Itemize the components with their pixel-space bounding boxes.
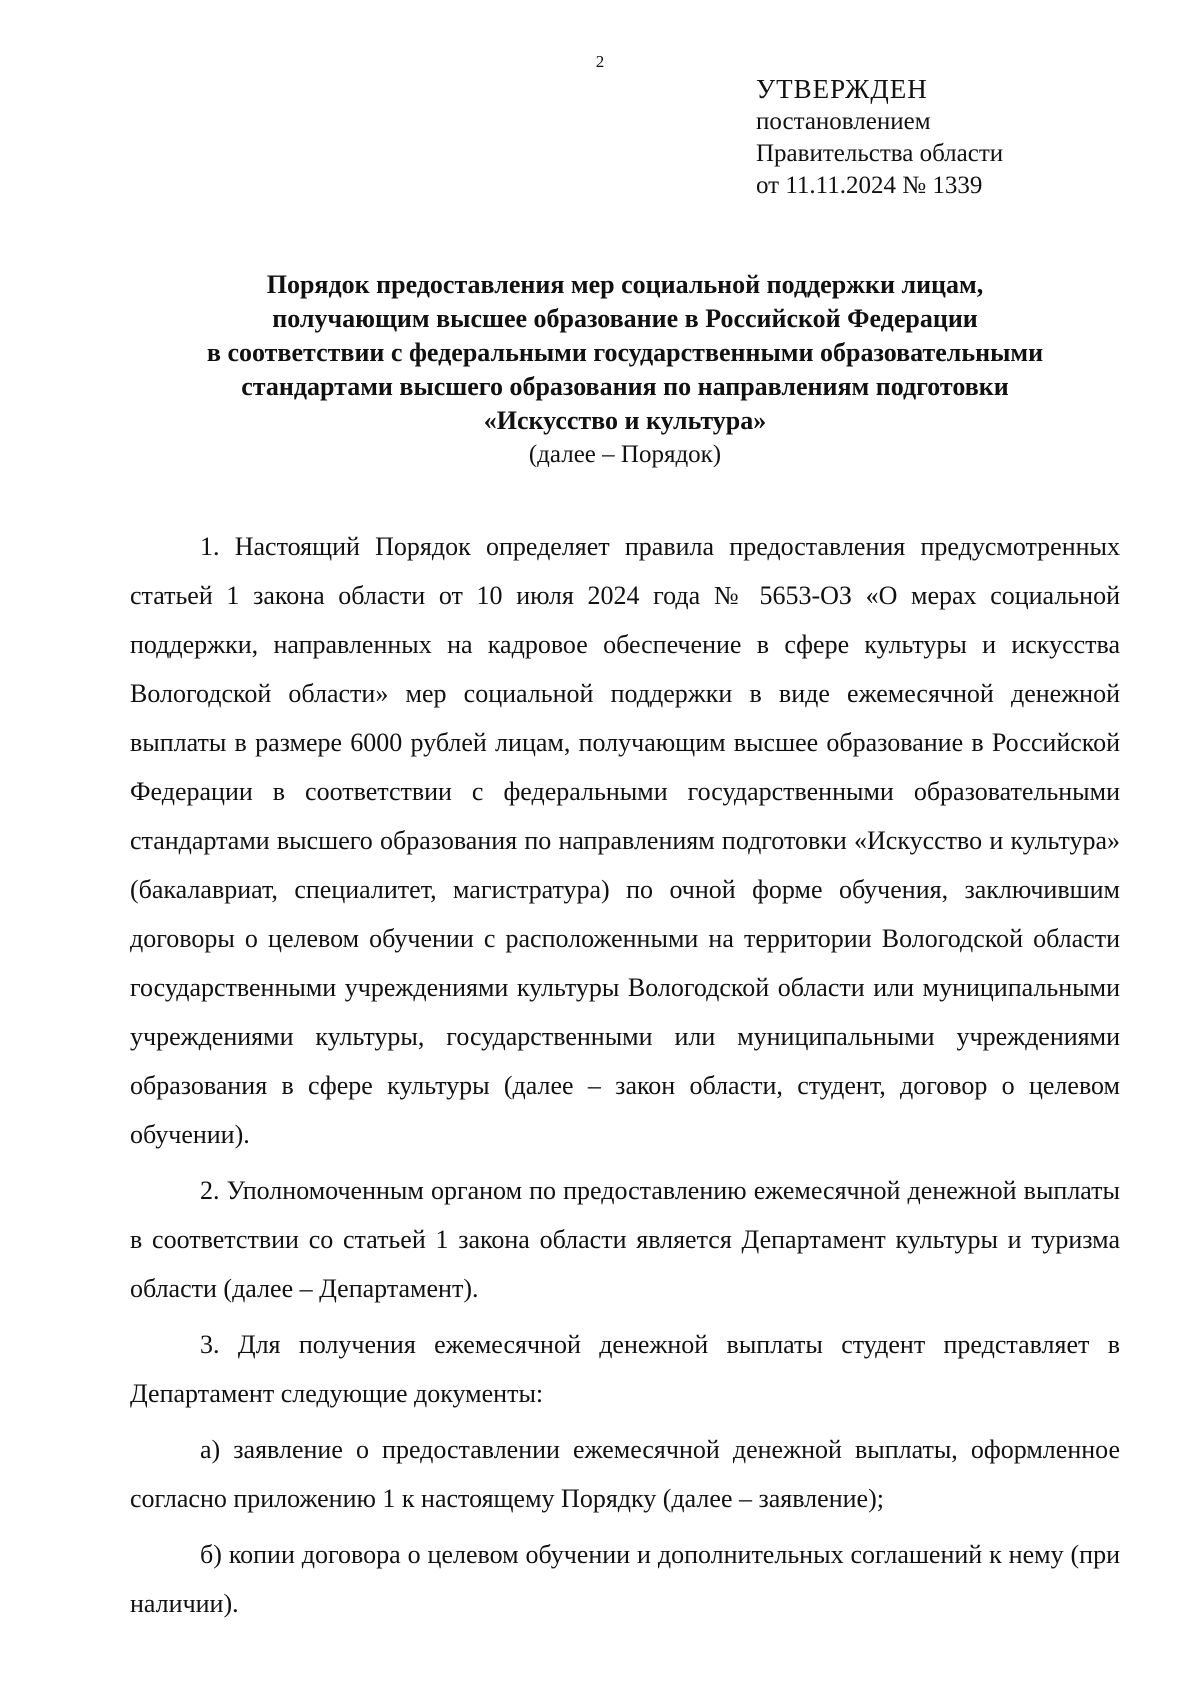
approval-line: Правительства области bbox=[756, 140, 1004, 167]
page-number: 2 bbox=[595, 52, 605, 71]
title-line: «Искусство и культура» bbox=[483, 406, 767, 435]
approval-block bbox=[756, 72, 1116, 202]
paragraph-3b: б) копии договора о целевом обучении и дополнительных соглашений к нему (при наличии). bbox=[130, 1540, 1120, 1618]
title-line: в соответствии с федеральными государственными образовательными bbox=[206, 338, 1044, 367]
title-line: стандартами высшего образования по направлениям подготовки bbox=[241, 372, 1009, 401]
title-subtitle: (далее – Порядок) bbox=[528, 441, 722, 468]
approval-line: постановлением bbox=[756, 108, 931, 135]
document-body bbox=[130, 522, 1120, 1631]
paragraph-1: 1. Настоящий Порядок определяет правила предоставления предусмотренных статьей 1 закона области от 10 июля 2024 года № 5653-ОЗ «О мерах социальной поддержки, направленных на кадровое обеспечение в сфере культуры и искусства Вологодской области» мер социальной поддержки в виде ежемесячной денежной выплаты в размере 6000 рублей лицам, получающим высшее образование в Российской Федерации в соответствии с федеральными государственными образовательными стандартами высшего образования по направлениям подготовки «Искусство и культура» (бакалавриат, специалитет, магистратура) по очной форме обучения, заключившим договоры о целевом обучении с расположенными на территории Вологодской области государственными учреждениями культуры Вологодской области или муниципальными учреждениями культуры, государственными или муниципальными учреждениями образования в сфере культуры (далее – закон области, студент, договор о целевом обучении). bbox=[130, 532, 1120, 1149]
approval-title: УТВЕРЖДЕН bbox=[756, 74, 928, 104]
document-title bbox=[130, 268, 1120, 472]
paragraph-3: 3. Для получения ежемесячной денежной выплаты студент представляет в Департамент следующие документы: bbox=[130, 1330, 1120, 1408]
title-line: получающим высшее образование в Российской Федерации bbox=[272, 304, 978, 333]
paragraph-3a: а) заявление о предоставлении ежемесячной денежной выплаты, оформленное согласно приложению 1 к настоящему Порядку (далее – заявление); bbox=[130, 1435, 1120, 1513]
title-line: Порядок предоставления мер социальной поддержки лицам, bbox=[266, 270, 984, 299]
paragraph-2: 2. Уполномоченным органом по предоставлению ежемесячной денежной выплаты в соответствии со статьей 1 закона области является Департамент культуры и туризма области (далее – Департамент). bbox=[130, 1176, 1120, 1303]
approval-date-number: от 11.11.2024 № 1339 bbox=[756, 172, 983, 199]
